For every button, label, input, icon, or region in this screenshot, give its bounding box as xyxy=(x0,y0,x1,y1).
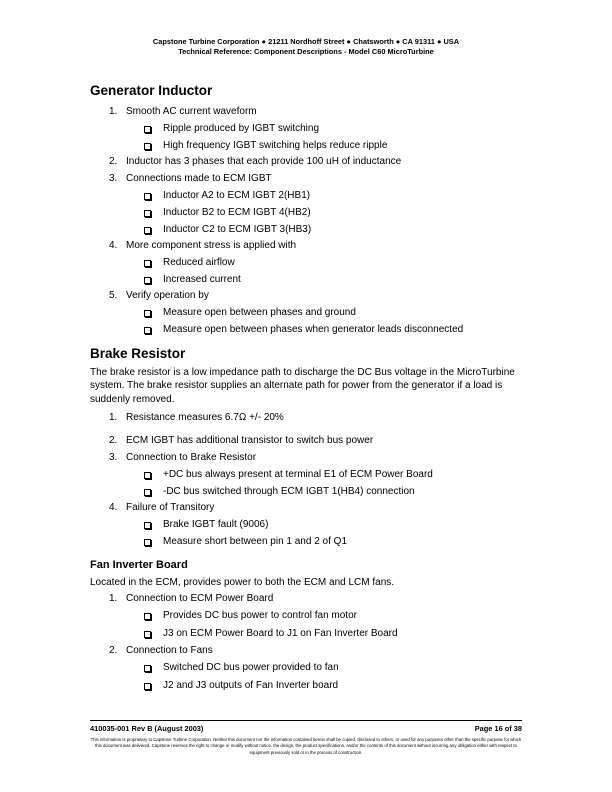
sub-list-item: Inductor B2 to ECM IGBT 4(HB2) xyxy=(163,207,311,218)
page-header xyxy=(0,37,612,57)
list-item: Resistance measures 6.7Ω +/- 20% xyxy=(126,412,284,423)
list-item: Failure of Transitory xyxy=(126,502,215,513)
list-number: 1. xyxy=(109,106,118,117)
sub-list-item: Measure open between phases and ground xyxy=(163,307,356,318)
checkbox-bullet-icon xyxy=(144,277,151,284)
sub-list-item: Switched DC bus power provided to fan xyxy=(163,662,339,673)
checkbox-bullet-icon xyxy=(144,310,151,317)
footer-page-number: Page 16 of 38 xyxy=(474,724,522,733)
footer-divider xyxy=(90,720,522,721)
sub-list-item: Measure short between pin 1 and 2 of Q1 xyxy=(163,536,348,547)
list-number: 1. xyxy=(109,593,118,604)
checkbox-bullet-icon xyxy=(144,472,151,479)
checkbox-bullet-icon xyxy=(144,613,151,620)
checkbox-bullet-icon xyxy=(144,143,151,150)
section-title-generator-inductor: Generator Inductor xyxy=(90,83,213,98)
brake-resistor-description: The brake resistor is a low impedance path to discharge the DC Bus voltage in the MicroTurbine system. The brake resistor supplies an alternate path for power from the generator if a load is suddenly removed. xyxy=(90,367,515,405)
checkbox-bullet-icon xyxy=(144,683,151,690)
section-title-fan-inverter-board: Fan Inverter Board xyxy=(90,559,188,571)
checkbox-bullet-icon xyxy=(144,260,151,267)
sub-list-item: J2 and J3 outputs of Fan Inverter board xyxy=(163,680,339,691)
sub-list-item: High frequency IGBT switching helps reduce ripple xyxy=(163,140,388,151)
list-item: Smooth AC current waveform xyxy=(126,106,257,117)
sub-list-item: Inductor A2 to ECM IGBT 2(HB1) xyxy=(163,190,311,201)
checkbox-bullet-icon xyxy=(144,489,151,496)
checkbox-bullet-icon xyxy=(144,227,151,234)
list-item: Verify operation by xyxy=(126,290,209,301)
list-number: 3. xyxy=(109,452,118,463)
list-item: Connection to ECM Power Board xyxy=(126,593,274,604)
list-number: 5. xyxy=(109,290,118,301)
sub-list-item: -DC bus switched through ECM IGBT 1(HB4) connection xyxy=(163,486,415,497)
header-subtitle: Technical Reference: Component Descriptions - Model C60 MicroTurbine xyxy=(178,47,434,56)
list-item: Connection to Fans xyxy=(126,645,213,656)
sub-list-item: Reduced airflow xyxy=(163,257,235,268)
sub-list-item: Inductor C2 to ECM IGBT 3(HB3) xyxy=(163,224,312,235)
list-item: Connection to Brake Resistor xyxy=(126,452,257,463)
fan-inverter-description: Located in the ECM, provides power to both the ECM and LCM fans. xyxy=(90,577,395,588)
section-title-brake-resistor: Brake Resistor xyxy=(90,346,186,361)
list-number: 4. xyxy=(109,240,118,251)
checkbox-bullet-icon xyxy=(144,210,151,217)
list-item: Connections made to ECM IGBT xyxy=(126,173,272,184)
sub-list-item: +DC bus always present at terminal E1 of ECM Power Board xyxy=(163,469,433,480)
footer-disclaimer: This information is proprietary to Capstone Turbine Corporation. Neither this document nor the information contained herein shall be copied, disclosed to others, or used for any purposes other than the specific purpose for which this document was delivered. Capstone reserves the right to change or modify without notice, the design, the product specifications, and/or the contents of this document without incurring any obligation either with respect to equipment previously sold or in the process of construction. xyxy=(90,737,522,755)
checkbox-bullet-icon xyxy=(144,126,151,133)
list-number: 3. xyxy=(109,173,118,184)
list-number: 2. xyxy=(109,435,118,446)
sub-list-item: Ripple produced by IGBT switching xyxy=(163,123,320,134)
sub-list-item: Provides DC bus power to control fan motor xyxy=(163,610,357,621)
list-item: More component stress is applied with xyxy=(126,240,297,251)
list-item: ECM IGBT has additional transistor to switch bus power xyxy=(126,435,374,446)
header-address: Capstone Turbine Corporation ● 21211 Nordhoff Street ● Chatsworth ● CA 91311 ● USA xyxy=(152,37,460,46)
list-number: 4. xyxy=(109,502,118,513)
checkbox-bullet-icon xyxy=(144,539,151,546)
footer-document-number: 410035-001 Rev B (August 2003) xyxy=(90,724,204,733)
checkbox-bullet-icon xyxy=(144,522,151,529)
list-number: 2. xyxy=(109,645,118,656)
sub-list-item: J3 on ECM Power Board to J1 on Fan Inverter Board xyxy=(163,628,398,639)
list-number: 2. xyxy=(109,156,118,167)
list-number: 1. xyxy=(109,412,118,423)
checkbox-bullet-icon xyxy=(144,327,151,334)
sub-list-item: Increased current xyxy=(163,274,241,285)
checkbox-bullet-icon xyxy=(144,665,151,672)
checkbox-bullet-icon xyxy=(144,631,151,638)
list-item: Inductor has 3 phases that each provide 100 uH of inductance xyxy=(126,156,402,167)
checkbox-bullet-icon xyxy=(144,193,151,200)
sub-list-item: Measure open between phases when generator leads disconnected xyxy=(163,324,464,335)
sub-list-item: Brake IGBT fault (9006) xyxy=(163,519,269,530)
